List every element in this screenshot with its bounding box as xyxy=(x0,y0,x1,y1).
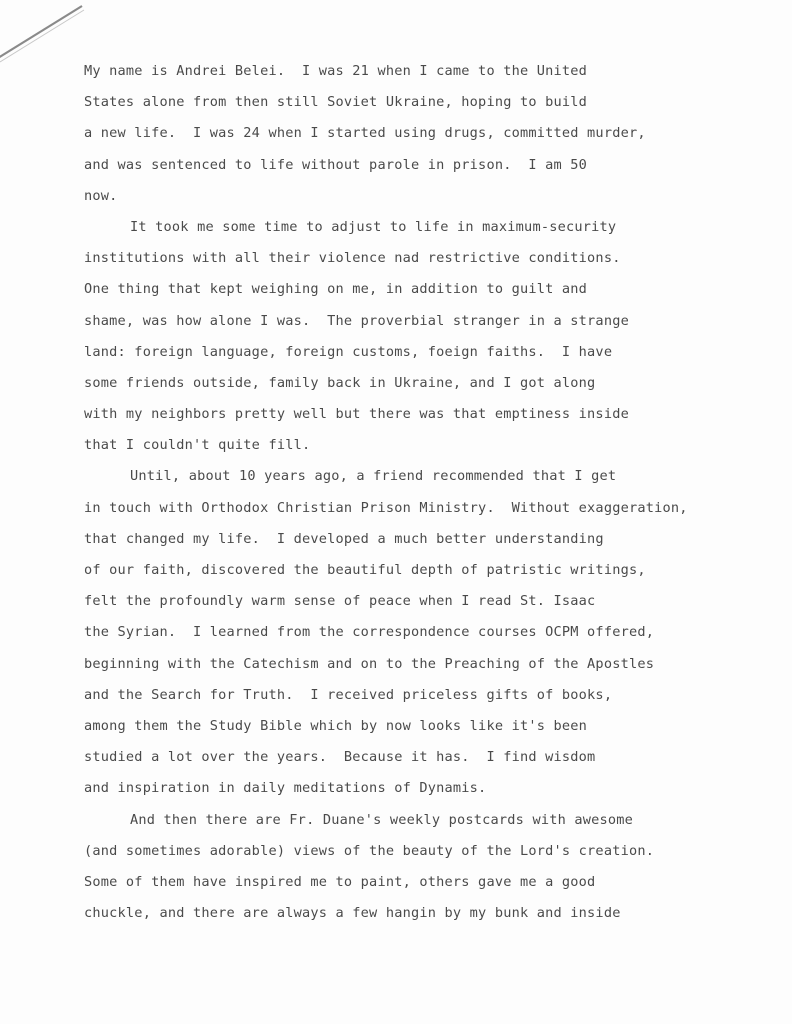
text-line: the Syrian. I learned from the correspondence courses OCPM offered, xyxy=(84,624,655,641)
paragraph xyxy=(84,805,774,930)
text-line: beginning with the Catechism and on to the Preaching of the Apostles xyxy=(84,655,655,672)
letter-body xyxy=(84,56,774,929)
text-line: a new life. I was 24 when I started using drugs, committed murder, xyxy=(84,125,646,142)
text-line: that I couldn't quite fill. xyxy=(84,437,311,454)
text-line: felt the profoundly warm sense of peace when I read St. Isaac xyxy=(84,593,596,610)
text-line: and was sentenced to life without parole in prison. I am 50 xyxy=(84,156,588,173)
text-line: among them the Study Bible which by now looks like it's been xyxy=(84,717,588,734)
paragraph xyxy=(84,56,774,212)
text-line: some friends outside, family back in Ukraine, and I got along xyxy=(84,374,596,391)
text-line: Until, about 10 years ago, a friend recommended that I get xyxy=(130,468,617,485)
text-line: and the Search for Truth. I received priceless gifts of books, xyxy=(84,686,613,703)
text-line: My name is Andrei Belei. I was 21 when I came to the United xyxy=(84,63,588,79)
text-line: institutions with all their violence nad restrictive conditions. xyxy=(84,250,621,267)
text-line: studied a lot over the years. Because it has. I find wisdom xyxy=(84,749,596,766)
text-line: One thing that kept weighing on me, in addition to guilt and xyxy=(84,281,588,298)
text-line: shame, was how alone I was. The proverbial stranger in a strange xyxy=(84,312,629,329)
text-line: in touch with Orthodox Christian Prison Ministry. Without exaggeration, xyxy=(84,499,688,516)
text-line: with my neighbors pretty well but there was that emptiness inside xyxy=(84,406,629,423)
text-line: It took me some time to adjust to life in maximum-security xyxy=(130,218,617,235)
text-line: and inspiration in daily meditations of Dynamis. xyxy=(84,780,487,797)
text-line: that changed my life. I developed a much better understanding xyxy=(84,530,604,547)
text-line: chuckle, and there are always a few hangin by my bunk and inside xyxy=(84,905,621,922)
paragraph xyxy=(84,212,774,462)
text-line: of our faith, discovered the beautiful depth of patristic writings, xyxy=(84,562,646,578)
text-line: And then there are Fr. Duane's weekly postcards with awesome xyxy=(130,811,634,828)
text-line: (and sometimes adorable) views of the beauty of the Lord's creation. xyxy=(84,842,655,859)
paragraph xyxy=(84,461,774,804)
text-line: now. xyxy=(84,187,118,204)
text-line: States alone from then still Soviet Ukraine, hoping to build xyxy=(84,94,588,111)
text-line: land: foreign language, foreign customs, foeign faiths. I have xyxy=(84,343,613,360)
text-line: Some of them have inspired me to paint, others gave me a good xyxy=(84,873,596,890)
